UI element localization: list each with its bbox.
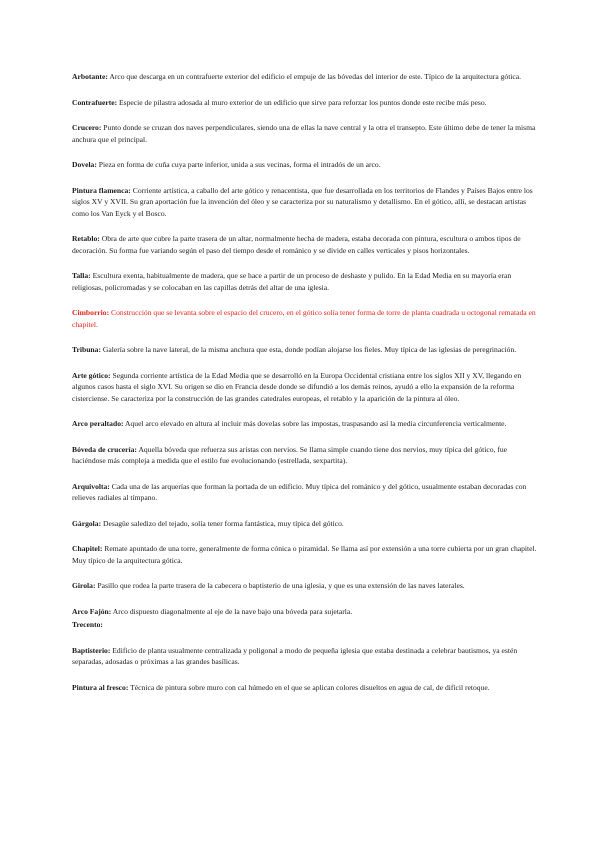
- glossary-term: Pintura al fresco:: [72, 682, 129, 692]
- glossary-term: Chapitel:: [72, 544, 103, 554]
- glossary-entry: [72, 645, 542, 668]
- glossary-term: Tribuna:: [72, 345, 101, 355]
- glossary-term: Arco Fajón:: [72, 606, 112, 616]
- glossary-term: Retablo:: [72, 234, 100, 244]
- glossary-definition: Desagüe saledizo del tejado, solía tener forma fantástica, muy típica del gótico.: [103, 518, 344, 528]
- glossary-entry: [72, 543, 542, 566]
- glossary-definition: Remate apuntado de una torre, generalmente de forma cónica o piramidal. Se llama así por extensión a una torre cubierta por un gran chapitel. Muy típico de la arquitectura gótica.: [72, 544, 537, 565]
- glossary-definition: Edificio de planta usualmente centralizada y poligonal a modo de pequeña iglesia que estaba destinada a celebrar bautismos, ya estén separadas, adosadas o próximas a las grandes basílicas.: [72, 645, 518, 667]
- glossary-entry: [72, 518, 542, 529]
- glossary-term: Dovela:: [72, 160, 97, 170]
- glossary-entry: [72, 344, 542, 355]
- glossary-definition: Pieza en forma de cuña cuya parte inferior, unida a sus vecinas, forma el intradós de un arco.: [98, 160, 381, 170]
- glossary-entry: [72, 619, 542, 630]
- glossary-definition: Segunda corriente artística de la Edad Media que se desarrolló en la Europa Occidental cristiana entre los siglos XII y XV, llegando en algunos casos hasta el siglo XVI. Su origen se dio en Francia desde donde se difundió a los demás reinos, ayudó a ello la expansión de la reforma cisterciense. Se caracteriza por la construcción de las grandes catedrales europeas, el retablo y la aparición de la pintura al óleo.: [72, 370, 522, 403]
- glossary-entry: [72, 481, 542, 504]
- glossary: [72, 71, 542, 693]
- glossary-definition: Aquella bóveda que refuerza sus aristas con nervios. Se llama simple cuando tiene dos nervios, muy típica del gótico, fue haciéndose más compleja a medida que el estilo fue evolucionando (estrellada, sexpartita).: [72, 444, 508, 466]
- glossary-term: Girola:: [72, 581, 96, 591]
- glossary-definition: Pasillo que rodea la parte trasera de la cabecera o baptisterio de una iglesia, y que es una extensión de las naves laterales.: [97, 581, 465, 591]
- glossary-definition: Aquel arco elevado en altura al incluir más dovelas sobre las impostas, traspasando así la media circunferencia verticalmente.: [125, 419, 507, 429]
- glossary-entry: [72, 307, 542, 330]
- glossary-entry: [72, 580, 542, 591]
- glossary-entry: [72, 233, 542, 256]
- glossary-term: Gárgola:: [72, 518, 102, 528]
- glossary-definition: Punto donde se cruzan dos naves perpendiculares, siendo una de ellas la nave central y la otra el transepto. Este último debe de tener la misma anchura que el principal.: [72, 123, 536, 144]
- glossary-definition: Técnica de pintura sobre muro con cal húmedo en el que se aplican colores disueltos en agua de cal, de difícil retoque.: [130, 682, 490, 692]
- glossary-definition: Cada una de las arquerías que forman la portada de un edificio. Muy típica del románico y del gótico, usualmente estaban decoradas con relieves radiales al tímpano.: [72, 481, 527, 503]
- glossary-definition: Galería sobre la nave lateral, de la misma anchura que esta, donde podían alojarse los fieles. Muy típica de las iglesias de peregrinación.: [102, 345, 517, 355]
- glossary-entry: [72, 270, 542, 293]
- glossary-term: Contrafuerte:: [72, 97, 118, 107]
- glossary-definition: Construcción que se levanta sobre el espacio del crucero, en el gótico solía tener forma de torre de planta cuadrada u octogonal rematada en chapitel.: [72, 308, 536, 329]
- glossary-term: Baptisterio:: [72, 645, 111, 655]
- glossary-term: Crucero:: [72, 123, 102, 133]
- glossary-term: Pintura flamenca:: [72, 185, 131, 195]
- glossary-definition: Obra de arte que cubre la parte trasera de un altar, normalmente hecha de madera, estaba decorada con pintura, escultura o ambos tipos de decoración. Su forma fue variando según el paso del tiempo desde el románico y se divide en calles verticales y pisos horizontales.: [72, 234, 521, 255]
- glossary-term: Arte gótico:: [72, 370, 111, 380]
- glossary-term: Talla:: [72, 271, 91, 281]
- glossary-entry: [72, 71, 542, 82]
- glossary-entry: [72, 444, 542, 467]
- glossary-entry: [72, 418, 542, 429]
- glossary-term: Trecento:: [72, 620, 103, 630]
- glossary-entry: [72, 159, 542, 170]
- glossary-definition: Corriente artística, a caballo del arte gótico y renacentista, que fue desarrollada en los territorios de Flandes y Países Bajos entre los siglos XV y XVII. Su gran aportación fue la invención del óleo y se caracteriza por su naturalismo y detallismo. En el gótico, allí, se destacan artistas como los Van Eyck y el Bosco.: [72, 185, 533, 218]
- glossary-definition: Especie de pilastra adosada al muro exterior de un edificio que sirve para reforzar los puntos donde este recibe más peso.: [119, 97, 487, 107]
- glossary-entry: [72, 122, 542, 145]
- glossary-term: Arbotante:: [72, 72, 108, 81]
- glossary-definition: Arco dispuesto diagonalmente al eje de la nave bajo una bóveda para sujetarla.: [112, 606, 353, 616]
- glossary-entry: [72, 97, 542, 108]
- glossary-term: Bóveda de crucería:: [72, 444, 137, 454]
- glossary-definition: Escultura exenta, habitualmente de madera, que se hace a partir de un proceso de deshaste y pulido. En la Edad Media en su mayoría eran religiosas, policromadas y se colocaban en las capillas detrás del altar de una iglesia.: [72, 271, 512, 292]
- glossary-term: Arquivolta:: [72, 481, 110, 491]
- glossary-entry: [72, 606, 542, 617]
- glossary-term: Arco peraltado:: [72, 419, 124, 429]
- glossary-term: Cimborrio:: [72, 308, 110, 318]
- glossary-entry: [72, 185, 542, 219]
- glossary-entry: [72, 682, 542, 693]
- glossary-definition: Arco que descarga en un contrafuerte exterior del edificio el empuje de las bóvedas del interior de este. Típico de la arquitectura gótica.: [109, 72, 522, 81]
- glossary-entry: [72, 370, 542, 404]
